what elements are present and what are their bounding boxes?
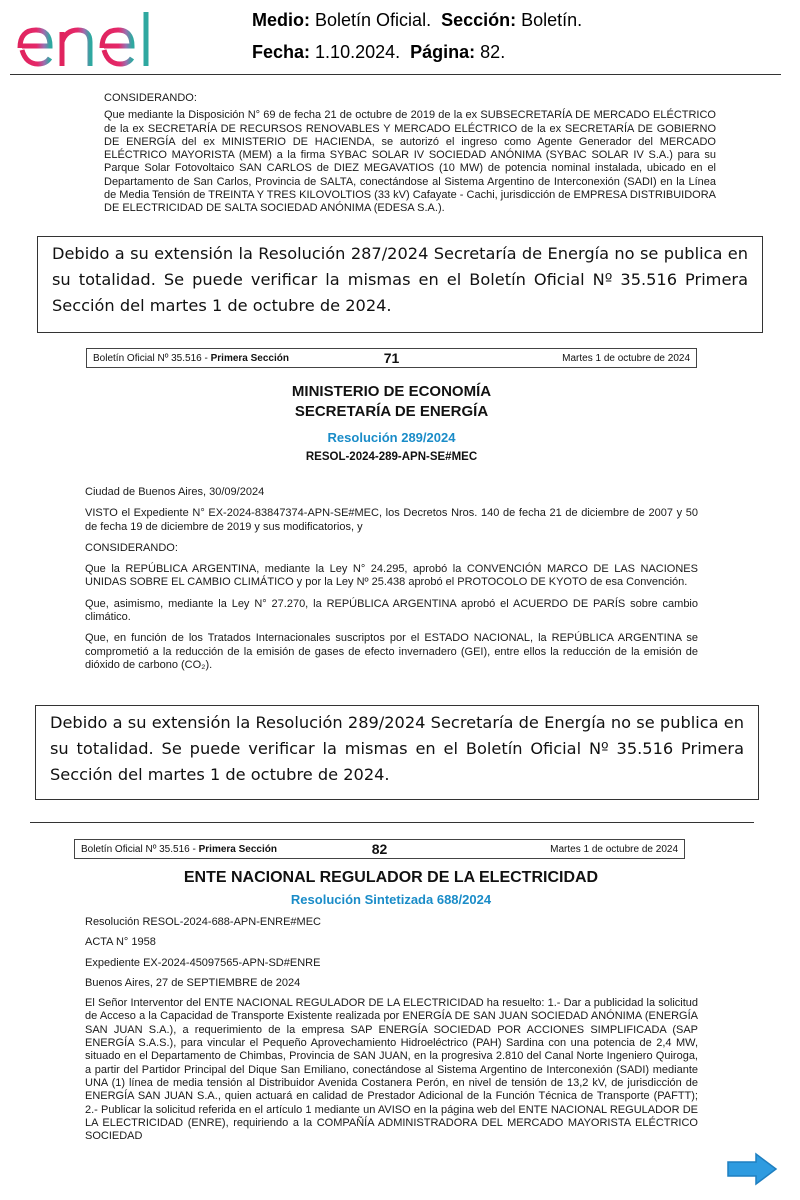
clipping-resolution-289	[85, 486, 698, 676]
header-line-2	[252, 36, 582, 68]
bulletin-date: Martes 1 de octubre de 2024	[550, 843, 679, 855]
fecha-label: Fecha:	[252, 42, 311, 62]
header-meta	[252, 4, 582, 68]
header-divider	[10, 74, 781, 75]
bulletin-number: Boletín Oficial Nº 35.516 -	[81, 843, 199, 855]
clip3-place-date: Buenos Aires, 27 de SEPTIEMBRE de 2024	[85, 976, 301, 989]
clip2-paragraph-3: Que, en función de los Tratados Internacionales suscriptos por el ESTADO NACIONAL, la REPÚBLICA ARGENTINA se comprometió a la reducción de la emisión de gases de efecto invernadero (GEI), entre ellos la reducción de la emisión de dióxido de carbono (CO₂).	[85, 632, 698, 671]
note-1-text: Debido a su extensión la Resolución 287/2024 Secretaría de Energía no se publica en su totalidad. Se puede verificar la mismas en el Boletín Oficial Nº 35.516 Primera Sección del martes 1 de octubre de 2024.	[52, 244, 748, 315]
note-resolution-289	[35, 705, 759, 800]
bulletin-page-number: 71	[383, 350, 400, 366]
resolution-289-title: Resolución 289/2024	[327, 430, 456, 445]
enel-logo	[14, 8, 180, 70]
header-line-1	[252, 4, 582, 36]
pagina-label: Página:	[410, 42, 476, 62]
clip2-paragraph-1: Que la REPÚBLICA ARGENTINA, mediante la Ley N° 24.295, aprobó la CONVENCIÓN MARCO DE LAS NACIONES UNIDAS SOBRE EL CAMBIO CLIMÁTICO y por la Ley Nº 25.438 aprobó el PROTOCOLO DE KYOTO de esa Convención.	[85, 563, 698, 589]
bulletin-number: Boletín Oficial Nº 35.516 -	[93, 352, 211, 364]
clip3-title-block	[74, 868, 708, 907]
bulletin-page-number: 82	[371, 841, 388, 857]
clip1-paragraph: Que mediante la Disposición N° 69 de fecha 21 de octubre de 2019 de la ex SUBSECRETARÍA DE MERCADO ELÉCTRICO de la ex SECRETARÍA DE RECURSOS RENOVABLES Y MERCADO ELÉCTRICO de la ex SECRETARÍA DE GOBIERNO DE ENERGÍA del ex MINISTERIO DE HACIENDA, se autorizó el ingreso como Agente Generador del MERCADO ELÉCTRICO MAYORISTA (MEM) a la firma SYBAC SOLAR IV SOCIEDAD ANÓNIMA (SYBAC SOLAR IV S.A.) para su Parque Solar Fotovoltaico SAN CARLOS de DIEZ MEGAVATIOS (10 MW) de potencia nominal instalada, ubicado en el Departamento de San Carlos, Provincia de SALTA, conectándose al Sistema Argentino de Interconexión (SADI) en la Línea de Media Tensión de TREINTA Y TRES KILOVOLTIOS (33 kV) Cafayate - Cachi, jurisdicción de EMPRESA DISTRIBUIDORA DE ELECTRICIDAD DE SALTA SOCIEDAD ANÓNIMA (EDESA S.A.).	[104, 109, 716, 215]
medio-label: Medio:	[252, 10, 310, 30]
seccion-value: Boletín.	[521, 10, 583, 30]
section-divider	[30, 822, 754, 823]
secretariat-title: SECRETARÍA DE ENERGÍA	[294, 403, 489, 420]
clipping-resolution-287	[104, 92, 716, 216]
clip3-acta: ACTA N° 1958	[85, 936, 156, 949]
clip3-resolution-code: Resolución RESOL-2024-688-APN-ENRE#MEC	[85, 916, 321, 928]
clip3-body: El Señor Interventor del ENTE NACIONAL REGULADOR DE LA ELECTRICIDAD ha resuelto: 1.- Dar a publicidad la solicitud de Acceso a la Capacidad de Transporte Existente realizada por ENERGÍA DE SAN JUAN SOCIEDAD ANÓNIMA (ENERGÍA SAN JUAN S.A.), a requerimiento de la empresa SAP ENERGÍA SOCIEDAD POR ACCIONES SIMPLIFICADA (SAP ENERGÍA S.A.S.), para vincular el Pequeño Aprovechamiento Hidroeléctrico (PAH) Sardina con una potencia de 2,4 MW, situado en el Departamento de Chimbas, Provincia de SAN JUAN, en la progresiva 2.810 del Canal Norte Ingeniero Quiroga, a partir del Partidor Principal del Dique San Emiliano, conectándose al Sistema Argentino de Interconexión (SADI) mediante UNA (1) línea de media tensión al Distribuidor Avenida Costanera Perón, en nivel de tensión de 13,2 kV, de jurisdicción de ENERGÍA SAN JUAN S.A., quien actuará en calidad de Prestador Adicional de la Función Técnica de Transporte (PAFTT); 2.- Publicar la solicitud referida en el artículo 1 mediante un AVISO en la página web del ENTE NACIONAL REGULADOR DE LA ELECTRICIDAD (ENRE), requiriendo a la COMPAÑÍA ADMINISTRADORA DEL MERCADO MAYORISTA ELÉCTRICO SOCIEDAD	[85, 997, 698, 1143]
medio-value: Boletín Oficial.	[315, 10, 432, 30]
bulletin-name	[81, 844, 372, 855]
clip3-expediente: Expediente EX-2024-45097565-APN-SD#ENRE	[85, 956, 321, 969]
clipping-resolution-688	[85, 916, 698, 1155]
bulletin-section: Primera Sección	[210, 352, 289, 364]
clip2-title-block	[86, 382, 697, 463]
next-page-arrow-icon[interactable]	[726, 1152, 778, 1186]
entity-title: ENTE NACIONAL REGULADOR DE LA ELECTRICIDAD	[183, 869, 599, 886]
ministry-title: MINISTERIO DE ECONOMÍA	[291, 383, 492, 400]
bulletin-header-bar-82	[74, 839, 685, 859]
bulletin-date: Martes 1 de octubre de 2024	[562, 352, 691, 364]
resolution-289-code: RESOL-2024-289-APN-SE#MEC	[305, 451, 478, 463]
bulletin-name	[93, 353, 384, 364]
clip2-considerando: CONSIDERANDO:	[85, 541, 178, 554]
note-2-text: Debido a su extensión la Resolución 289/2024 Secretaría de Energía no se publica en su totalidad. Se puede verificar la mismas en el Boletín Oficial Nº 35.516 Primera Sección del martes 1 de octubre de 2024.	[50, 713, 744, 784]
fecha-value: 1.10.2024.	[315, 42, 401, 62]
clip2-place-date: Ciudad de Buenos Aires, 30/09/2024	[85, 486, 265, 498]
considerando-heading: CONSIDERANDO:	[104, 92, 197, 104]
bulletin-section: Primera Sección	[198, 843, 277, 855]
clip2-paragraph-2: Que, asimismo, mediante la Ley N° 27.270, la REPÚBLICA ARGENTINA aprobó el ACUERDO DE PARÍS sobre cambio climático.	[85, 597, 698, 624]
note-resolution-287	[37, 236, 763, 333]
bulletin-header-bar-71	[86, 348, 697, 368]
clip2-visto: VISTO el Expediente N° EX-2024-83847374-APN-SE#MEC, los Decretos Nros. 140 de fecha 21 de diciembre de 2007 y 50 de fecha 19 de diciembre de 2019 y sus modificatorios, y	[85, 507, 698, 533]
pagina-value: 82.	[480, 42, 506, 62]
seccion-label: Sección:	[441, 10, 517, 30]
resolution-688-title: Resolución Sintetizada 688/2024	[290, 892, 492, 907]
